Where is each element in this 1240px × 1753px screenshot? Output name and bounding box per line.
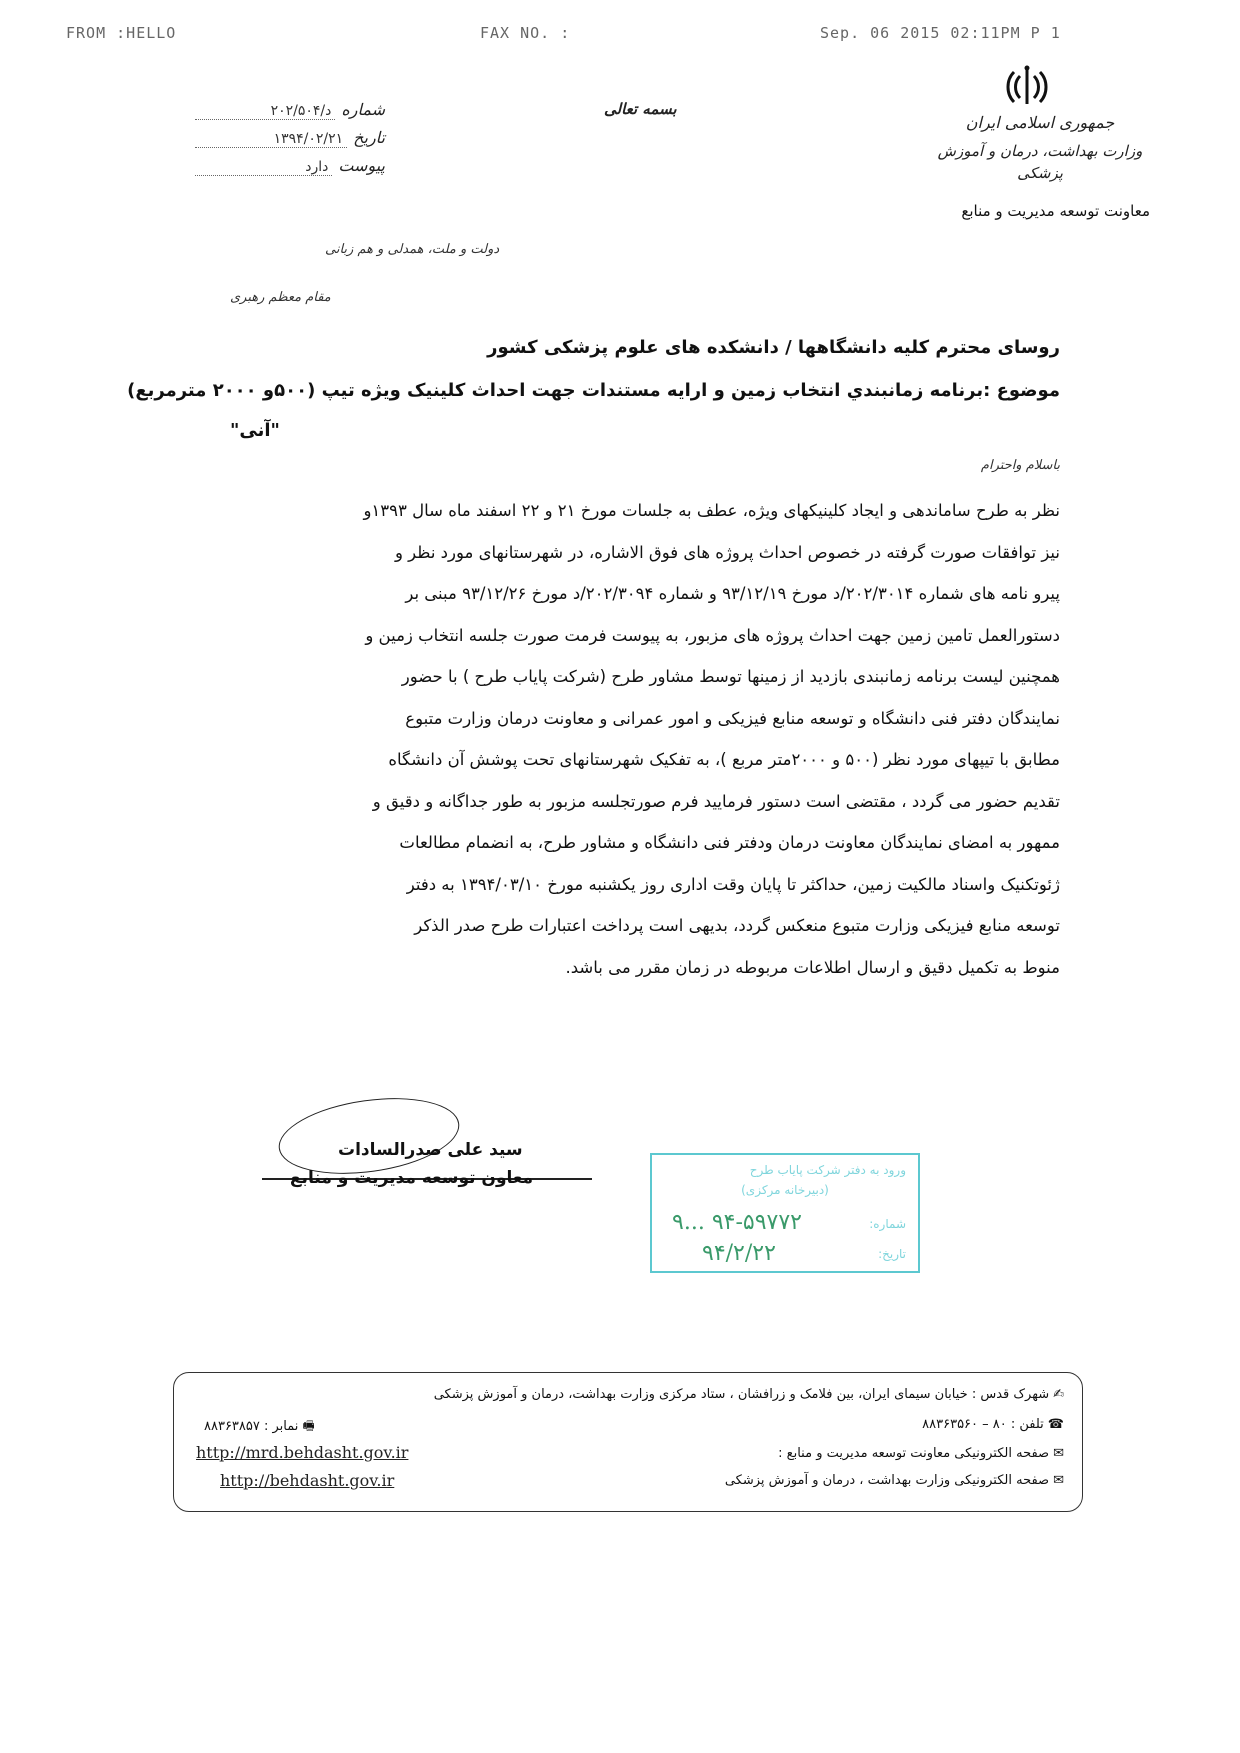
body-line: دستورالعمل تامین زمین جهت احداث پروژه های مزبور، به پیوست فرمت صورت جلسه انتخاب زمین و (365, 625, 1060, 645)
envelope-icon: ✉ (1053, 1446, 1064, 1461)
website-2-link[interactable]: http://behdasht.gov.ir (220, 1471, 395, 1490)
stamp-subtitle: (دبیرخانه مرکزی) (741, 1183, 829, 1197)
stamp-date-value: ۹۴/۲/۲۲ (702, 1241, 776, 1266)
addressee: روسای محترم کلیه دانشگاهها / دانشکده های علوم پزشکی کشور (487, 337, 1060, 358)
meta-number (195, 100, 385, 128)
greeting: باسلام واحترام (980, 458, 1060, 473)
date-label: تاریخ (353, 128, 385, 147)
body-line: تقدیم حضور می گردد ، مقتضی است دستور فرمایید فرم صورتجلسه مزبور به طور جداگانه و دقیق و (372, 791, 1060, 811)
body-line: مطابق با تیپهای مورد نظر (۵۰۰ و ۲۰۰۰متر مربع )، به تفکیک شهرستانهای تحت پوشش آن دانشگاه (388, 750, 1060, 769)
website-1-label: صفحه الکترونیکی معاونت توسعه مدیریت و منابع : (778, 1446, 1050, 1461)
number-value: د/۲۰۲/۵۰۴ (195, 103, 335, 120)
letter-body (180, 490, 1060, 988)
received-stamp (650, 1153, 920, 1273)
footer-phone (922, 1417, 1064, 1432)
republic-name: جمهوری اسلامی ایران (965, 113, 1115, 132)
letter-meta (195, 100, 385, 184)
urgent-label: "آنی" (230, 420, 280, 441)
number-label: شماره (341, 100, 385, 119)
attachment-label: پیوست (338, 156, 385, 175)
pen-icon: ✍ (1053, 1387, 1064, 1402)
body-line: نظر به طرح ساماندهی و ایجاد کلینیکهای ویژه، عطف به جلسات مورخ ۲۱ و ۲۲ اسفند ماه سال ۱۳۹۳و (363, 501, 1060, 520)
bismillah: بسمه تعالی (604, 100, 677, 118)
letterhead (920, 112, 1160, 184)
signatory-name: سید علی صدرالسادات (338, 1140, 523, 1160)
ministry-name: وزارت بهداشت، درمان و آموزش پزشکی (937, 142, 1143, 182)
body-line: ژئوتکنیک واسناد مالکیت زمین، حداکثر تا پایان وقت اداری روز یکشنبه مورخ ۱۳۹۴/۰۳/۱۰ به دفتر (406, 874, 1060, 894)
footer-website-2 (725, 1473, 1064, 1488)
subject: موضوع :برنامه زمانبندي انتخاب زمین و ارایه مستندات جهت احداث کلینیک ویژه تیپ (۵۰۰و ۲۰۰۰ مترمربع) (127, 380, 1060, 401)
phone-text: تلفن : ۸۰ – ۸۸۳۶۳۵۶۰ (922, 1417, 1044, 1432)
attachment-value: دارد (195, 159, 332, 176)
website-1-link[interactable]: http://mrd.behdasht.gov.ir (196, 1443, 409, 1462)
meta-attachment (195, 156, 385, 184)
phone-icon: ☎ (1047, 1417, 1064, 1432)
fax-icon: 🖷 (302, 1419, 315, 1434)
fax-text: نمابر : ۸۸۳۶۳۸۵۷ (204, 1419, 299, 1434)
slogan-note: دولت و ملت، همدلی و هم زبانی (325, 242, 500, 257)
fax-date: Sep. 06 2015 02:11PM P 1 (820, 24, 1061, 42)
stamp-number-label: شماره: (869, 1217, 906, 1231)
department-name: معاونت توسعه مدیریت و منابع (961, 202, 1150, 220)
body-line: توسعه منابع فیزیکی وزارت متبوع منعکس گردد، بدیهی است پرداخت اعتبارات طرح صدر الذکر (414, 916, 1060, 935)
fax-header (0, 24, 1240, 44)
footer-website-1 (778, 1446, 1064, 1461)
stamp-date-label: تاریخ: (878, 1247, 906, 1261)
fax-number: FAX NO. : (480, 24, 571, 42)
signatory-title: معاون توسعه مدیریت و منابع (290, 1168, 534, 1188)
stamp-title: ورود به دفتر شرکت پایاب طرح (749, 1163, 906, 1177)
website-2-label: صفحه الکترونیکی وزارت بهداشت ، درمان و آموزش پزشکی (724, 1473, 1050, 1488)
iran-emblem-icon (1002, 62, 1052, 112)
body-line: همچنین لیست برنامه زمانبندی بازدید از زمینها توسط مشاور طرح (شرکت پایاب طرح ) با حضور (401, 667, 1060, 686)
body-line: منوط به تکمیل دقیق و ارسال اطلاعات مربوطه در زمان مقرر می باشد. (565, 957, 1060, 977)
body-line: ممهور به امضای نمایندگان معاونت درمان ودفتر فنی دانشگاه و مشاور طرح، به انضمام مطالعات (399, 833, 1060, 852)
fax-from: FROM :HELLO (66, 24, 177, 42)
footer-contact-box (173, 1372, 1083, 1512)
address-text: شهرک قدس : خیابان سیمای ایران، بین فلامک و زرافشان ، ستاد مرکزی وزارت بهداشت، درمان و آموزش پزشکی (433, 1387, 1050, 1402)
body-line: نمایندگان دفتر فنی دانشگاه و توسعه منابع فیزیکی و امور عمرانی و معاونت درمان وزارت متبوع (405, 708, 1060, 728)
date-value: ۱۳۹۴/۰۲/۲۱ (195, 131, 347, 148)
meta-date (195, 128, 385, 156)
footer-fax (204, 1417, 315, 1439)
footer-address (434, 1387, 1064, 1402)
envelope-icon: ✉ (1053, 1473, 1064, 1488)
stamp-number-value: ۹۴-۵۹۷۷۲ ...۹ (672, 1210, 802, 1235)
body-line: نیز توافقات صورت گرفته در خصوص احداث پروژه های فوق الاشاره، در شهرستانهای مورد نظر و (394, 542, 1060, 562)
slogan-attribution: مقام معظم رهبری (230, 290, 331, 305)
body-line: پیرو نامه های شماره ۲۰۲/۳۰۱۴/د مورخ ۹۳/۱۲/۱۹ و شماره ۲۰۲/۳۰۹۴/د مورخ ۹۳/۱۲/۲۶ مبنی بر (405, 584, 1060, 603)
